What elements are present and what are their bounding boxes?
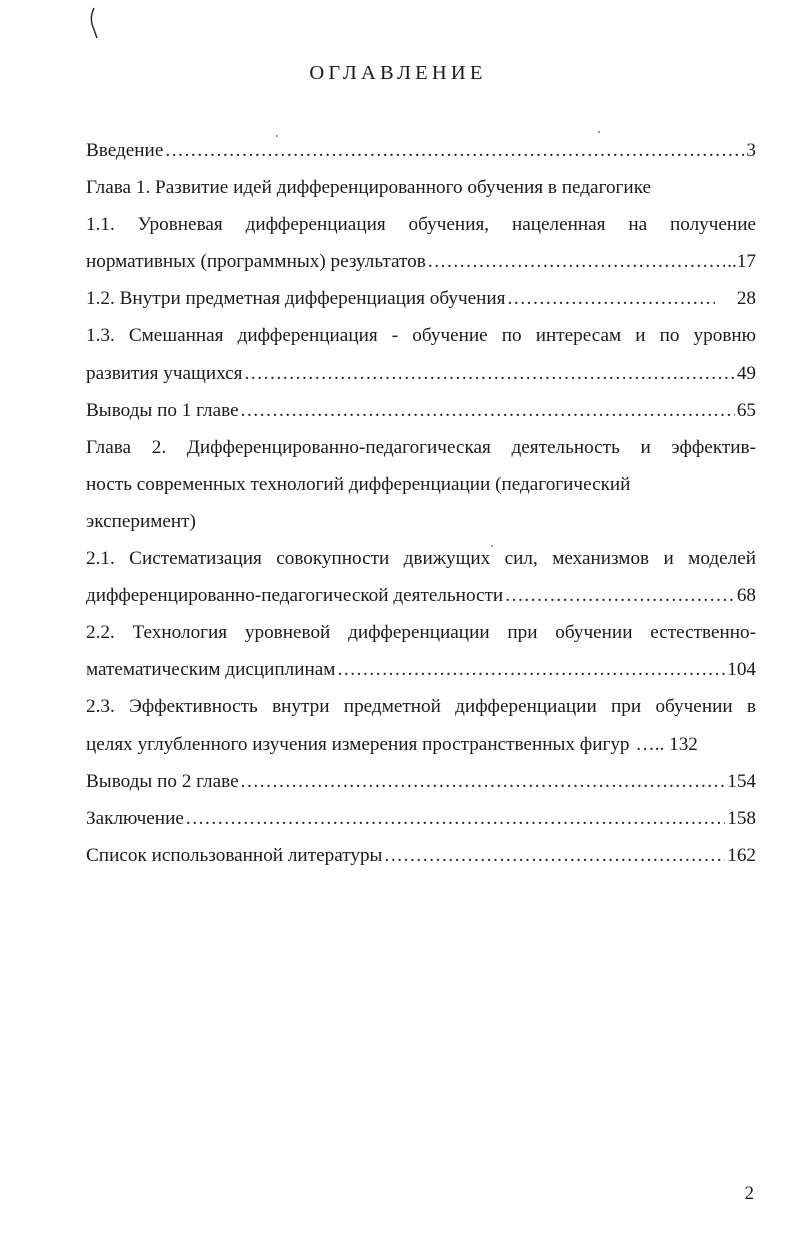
toc-conclusions-chapter-1: Выводы по 1 главе . . . 65 (86, 397, 756, 434)
toc-section-2-1-line1: 2.1. Систематизация совокупности движущих сил, механизмов и моделей (86, 548, 756, 570)
toc-section-2-1-line2: дифференцированно-педагогической деятельности . . . 68 (86, 582, 756, 619)
toc-section-1-3-line2: развития учащихся . . . 49 (86, 360, 756, 397)
toc-section-2-2-line1: 2.2. Технология уровневой дифференциации при обучении естественно- (86, 622, 756, 644)
toc-section-1-1-line1: 1.1. Уровневая дифференциация обучения, нацеленная на получение (86, 214, 756, 236)
toc-chapter-1: Глава 1. Развитие идей дифференцированного обучения в педагогике (86, 177, 652, 199)
scan-speck (598, 131, 600, 133)
toc-chapter-2-line2: ность современных технологий дифференциации (педагогический (86, 473, 631, 495)
toc-chapter-2-line3: эксперимент) (86, 510, 196, 532)
toc-entry-introduction: Введение . . . 3 (86, 137, 756, 174)
toc-section-1-2: 1.2. Внутри предметная дифференциация обучения . . . 28 (86, 285, 756, 322)
toc-section-2-3-line1: 2.3. Эффективность внутри предметной дифференциации при обучении в (86, 696, 756, 718)
toc-chapter-2-line1: Глава 2. Дифференцированно-педагогическая деятельность и эффектив- (86, 436, 756, 458)
toc-section-1-1-line2: нормативных (программных) результатов . . . ..17 (86, 248, 756, 285)
toc-entry-conclusion: Заключение . . . 158 (86, 805, 756, 842)
toc-entry-references: Список использованной литературы . . . 162 (86, 842, 756, 879)
toc-section-2-3-line2: целях углубленного изучения измерения пространственных фигур ….. 132 (86, 733, 698, 755)
table-of-contents (86, 137, 756, 879)
page-title: ОГЛАВЛЕНИЕ (309, 62, 487, 84)
page-number: 2 (744, 1183, 754, 1204)
toc-conclusions-chapter-2: Выводы по 2 главе . . . 154 (86, 768, 756, 805)
toc-section-1-3-line1: 1.3. Смешанная дифференциация - обучение по интересам и по уровню (86, 325, 756, 347)
margin-pen-mark (88, 6, 102, 40)
toc-section-2-2-line2: математическим дисциплинам . . . 104 (86, 656, 756, 693)
